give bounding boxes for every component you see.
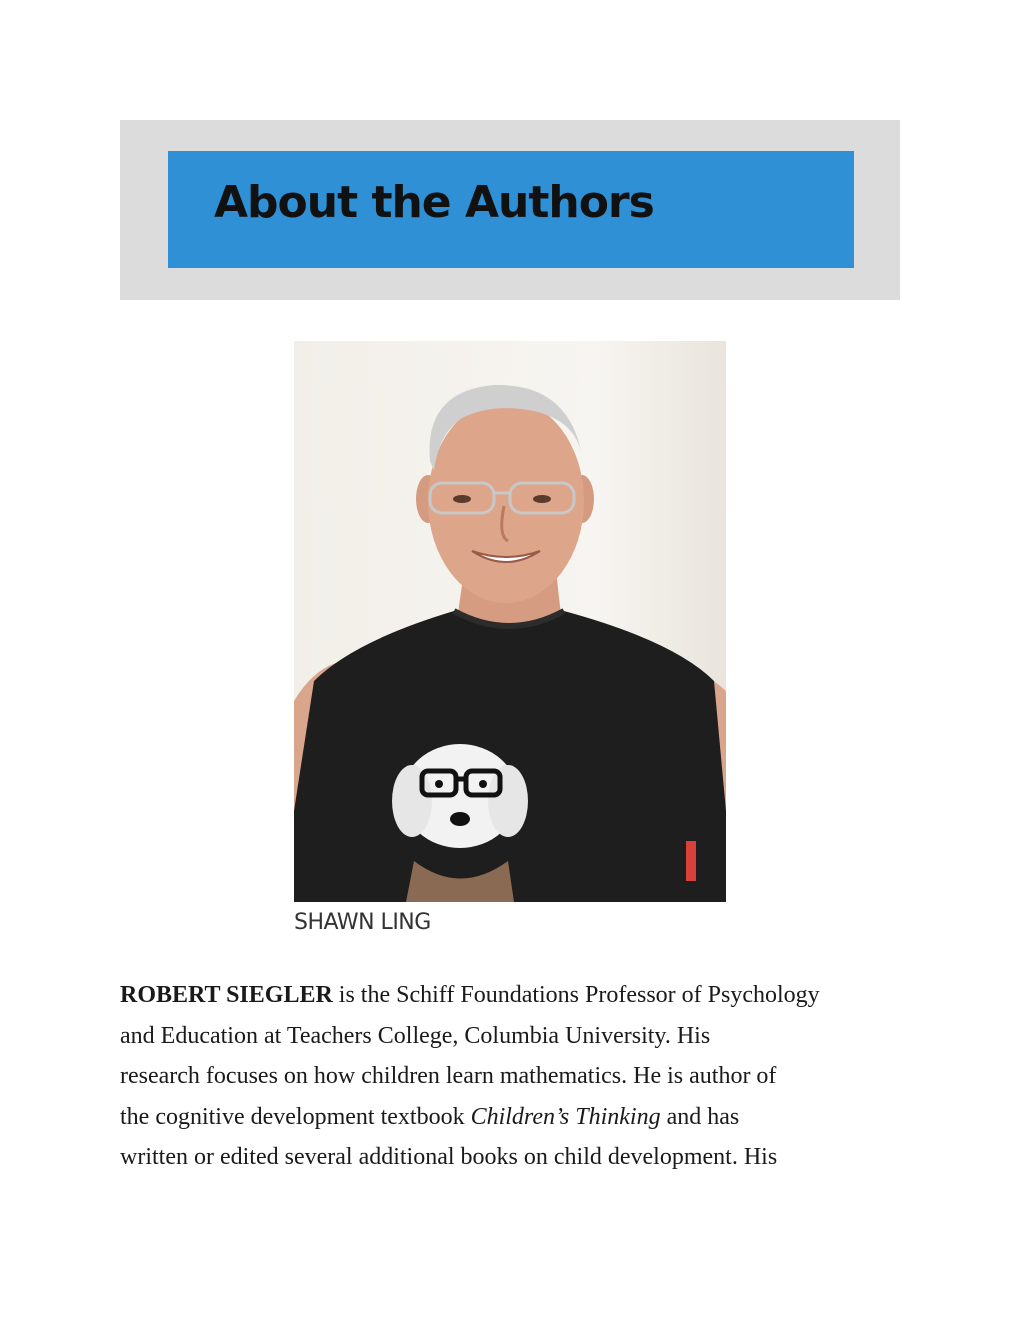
header-band: [120, 120, 900, 300]
bio-line-3: research focuses on how children learn mathematics. He is author of: [120, 1063, 777, 1089]
header-box: [168, 151, 854, 268]
bio-line-2: and Education at Teachers College, Columbia University. His: [120, 1022, 711, 1049]
bio-line-1: [120, 975, 900, 1016]
book-title: Children’s Thinking: [470, 1103, 661, 1130]
bio-text: and has: [660, 1103, 740, 1130]
author-name: ROBERT SIEGLER: [120, 982, 333, 1008]
bio-line-4: [120, 1097, 900, 1138]
author-photo: [294, 341, 726, 902]
page-title: About the Authors: [214, 177, 654, 228]
photo-credit: SHAWN LING: [294, 910, 431, 935]
author-bio: [120, 975, 900, 1178]
bio-text: is the Schiff Foundations Professor of Psychology: [332, 982, 820, 1008]
bio-line-5: written or edited several additional books on child development. His: [120, 1144, 778, 1170]
bio-text: the cognitive development textbook: [120, 1103, 471, 1130]
